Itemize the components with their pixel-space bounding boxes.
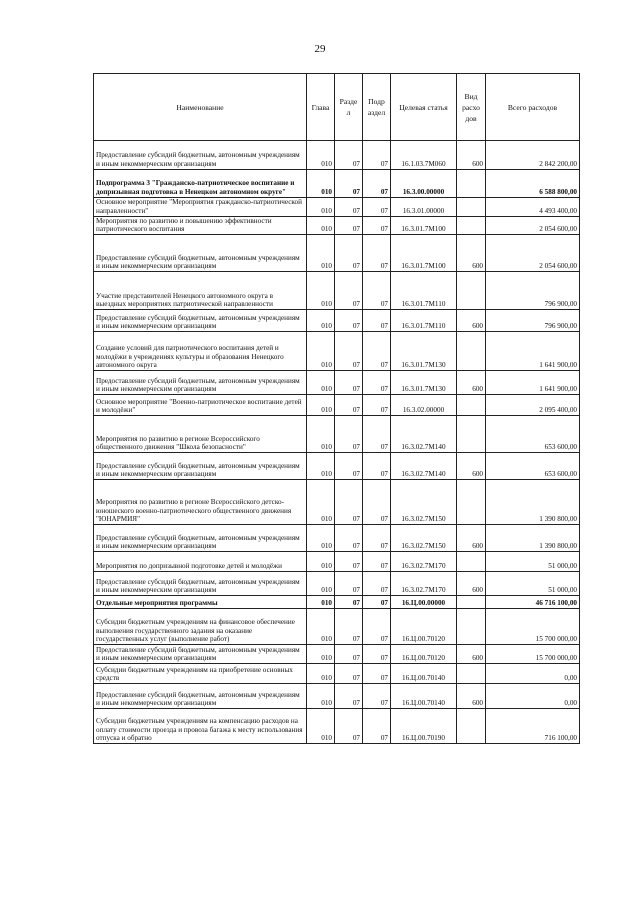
cell-glava: 010 bbox=[307, 609, 335, 645]
table-row bbox=[94, 216, 580, 235]
cell-glava: 010 bbox=[307, 272, 335, 310]
cell-statya: 16.3.02.7М150 bbox=[391, 525, 457, 552]
cell-total: 2 842 200,00 bbox=[486, 141, 580, 170]
cell-statya: 16.3.02.00000 bbox=[391, 395, 457, 416]
cell-vid: 600 bbox=[457, 525, 486, 552]
cell-name: Мероприятия по развитию в регионе Всероссийского детско-юношеского военно-патриотического общественного движения "ЮНАРМИЯ" bbox=[94, 480, 307, 525]
table-row bbox=[94, 525, 580, 552]
cell-name: Предоставление субсидий бюджетным, автономным учреждениям и иным некоммерческим организациям bbox=[94, 141, 307, 170]
table-row bbox=[94, 198, 580, 217]
cell-glava: 010 bbox=[307, 552, 335, 572]
cell-vid: 600 bbox=[457, 572, 486, 596]
table-row bbox=[94, 684, 580, 709]
table-row bbox=[94, 664, 580, 684]
table-row bbox=[94, 170, 580, 198]
table-row bbox=[94, 709, 580, 744]
cell-statya: 16.3.00.00000 bbox=[391, 170, 457, 198]
cell-razdel: 07 bbox=[335, 170, 363, 198]
cell-total: 2 054 600,00 bbox=[486, 235, 580, 272]
cell-statya: 16.Ц.00.70120 bbox=[391, 645, 457, 664]
table-row bbox=[94, 141, 580, 170]
cell-total: 51 000,00 bbox=[486, 552, 580, 572]
cell-podrazdel: 07 bbox=[363, 141, 391, 170]
cell-vid bbox=[457, 272, 486, 310]
cell-vid: 600 bbox=[457, 141, 486, 170]
table-row bbox=[94, 645, 580, 664]
header-statya: Целевая статья bbox=[391, 74, 457, 141]
cell-razdel: 07 bbox=[335, 596, 363, 609]
cell-vid bbox=[457, 552, 486, 572]
cell-total: 51 000,00 bbox=[486, 572, 580, 596]
cell-name: Предоставление субсидий бюджетным, автономным учреждениям и иным некоммерческим организациям bbox=[94, 572, 307, 596]
budget-table bbox=[93, 73, 580, 744]
cell-name: Мероприятия по допризывной подготовке детей и молодёжи bbox=[94, 552, 307, 572]
cell-podrazdel: 07 bbox=[363, 645, 391, 664]
cell-total: 1 641 900,00 bbox=[486, 332, 580, 371]
cell-razdel: 07 bbox=[335, 684, 363, 709]
cell-name: Предоставление субсидий бюджетным, автономным учреждениям и иным некоммерческим организациям bbox=[94, 310, 307, 332]
cell-vid bbox=[457, 170, 486, 198]
cell-vid bbox=[457, 198, 486, 217]
cell-statya: 16.3.02.7М150 bbox=[391, 480, 457, 525]
cell-vid: 600 bbox=[457, 371, 486, 395]
cell-vid: 600 bbox=[457, 645, 486, 664]
cell-statya: 16.3.01.00000 bbox=[391, 198, 457, 217]
cell-vid: 600 bbox=[457, 310, 486, 332]
cell-statya: 16.3.02.7М170 bbox=[391, 572, 457, 596]
cell-statya: 16.3.02.7М170 bbox=[391, 552, 457, 572]
table-row bbox=[94, 235, 580, 272]
cell-podrazdel: 07 bbox=[363, 453, 391, 480]
cell-glava: 010 bbox=[307, 664, 335, 684]
page-number: 29 bbox=[314, 43, 326, 55]
table-row bbox=[94, 552, 580, 572]
cell-vid: 600 bbox=[457, 235, 486, 272]
cell-total: 0,00 bbox=[486, 664, 580, 684]
cell-statya: 16.Ц.00.70140 bbox=[391, 664, 457, 684]
cell-total: 653 600,00 bbox=[486, 453, 580, 480]
cell-vid bbox=[457, 609, 486, 645]
cell-statya: 16.3.02.7М140 bbox=[391, 453, 457, 480]
cell-name: Предоставление субсидий бюджетным, автономным учреждениям и иным некоммерческим организациям bbox=[94, 371, 307, 395]
cell-razdel: 07 bbox=[335, 525, 363, 552]
cell-name: Подпрограмма 3 "Гражданско-патриотическое воспитание и допризывная подготовка в Ненецком автономном округе" bbox=[94, 170, 307, 198]
cell-glava: 010 bbox=[307, 310, 335, 332]
cell-statya: 16.3.01.7М100 bbox=[391, 235, 457, 272]
cell-statya: 16.Ц.00.00000 bbox=[391, 596, 457, 609]
table-row bbox=[94, 395, 580, 416]
cell-vid bbox=[457, 480, 486, 525]
table-row bbox=[94, 480, 580, 525]
cell-total: 2 095 400,00 bbox=[486, 395, 580, 416]
table-row bbox=[94, 572, 580, 596]
cell-name: Предоставление субсидий бюджетным, автономным учреждениям и иным некоммерческим организациям bbox=[94, 453, 307, 480]
cell-glava: 010 bbox=[307, 572, 335, 596]
table-row bbox=[94, 371, 580, 395]
cell-razdel: 07 bbox=[335, 709, 363, 744]
cell-statya: 16.Ц.00.70140 bbox=[391, 684, 457, 709]
cell-total: 1 390 800,00 bbox=[486, 525, 580, 552]
cell-podrazdel: 07 bbox=[363, 310, 391, 332]
cell-razdel: 07 bbox=[335, 216, 363, 235]
header-podrazdel: Подр аздел bbox=[363, 74, 391, 141]
cell-glava: 010 bbox=[307, 525, 335, 552]
cell-glava: 010 bbox=[307, 395, 335, 416]
cell-podrazdel: 07 bbox=[363, 416, 391, 453]
cell-total: 15 700 000,00 bbox=[486, 645, 580, 664]
cell-name: Предоставление субсидий бюджетным, автономным учреждениям и иным некоммерческим организациям bbox=[94, 525, 307, 552]
cell-razdel: 07 bbox=[335, 416, 363, 453]
cell-name: Основное мероприятие "Военно-патриотическое воспитание детей и молодёжи" bbox=[94, 395, 307, 416]
header-razdel: Разде л bbox=[335, 74, 363, 141]
cell-name: Участие представителей Ненецкого автономного округа в выездных мероприятиях патриотической направленности bbox=[94, 272, 307, 310]
cell-statya: 16.3.01.7М110 bbox=[391, 272, 457, 310]
cell-razdel: 07 bbox=[335, 141, 363, 170]
cell-razdel: 07 bbox=[335, 480, 363, 525]
cell-total: 1 390 800,00 bbox=[486, 480, 580, 525]
cell-podrazdel: 07 bbox=[363, 170, 391, 198]
cell-statya: 16.Ц.00.70120 bbox=[391, 609, 457, 645]
cell-podrazdel: 07 bbox=[363, 216, 391, 235]
cell-glava: 010 bbox=[307, 371, 335, 395]
cell-total: 6 588 800,00 bbox=[486, 170, 580, 198]
cell-razdel: 07 bbox=[335, 395, 363, 416]
cell-podrazdel: 07 bbox=[363, 198, 391, 217]
table-row bbox=[94, 332, 580, 371]
cell-glava: 010 bbox=[307, 198, 335, 217]
cell-razdel: 07 bbox=[335, 371, 363, 395]
cell-podrazdel: 07 bbox=[363, 572, 391, 596]
cell-podrazdel: 07 bbox=[363, 664, 391, 684]
cell-podrazdel: 07 bbox=[363, 272, 391, 310]
cell-name: Субсидии бюджетным учреждениям на компенсацию расходов на оплату стоимости проезда и провоза багажа к месту использования отпуска и обратно bbox=[94, 709, 307, 744]
table-row bbox=[94, 609, 580, 645]
cell-razdel: 07 bbox=[335, 609, 363, 645]
cell-name: Предоставление субсидий бюджетным, автономным учреждениям и иным некоммерческим организациям bbox=[94, 645, 307, 664]
cell-total: 716 100,00 bbox=[486, 709, 580, 744]
cell-razdel: 07 bbox=[335, 552, 363, 572]
cell-name: Предоставление субсидий бюджетным, автономным учреждениям и иным некоммерческим организациям bbox=[94, 235, 307, 272]
cell-podrazdel: 07 bbox=[363, 371, 391, 395]
table-row bbox=[94, 416, 580, 453]
cell-name: Отдельные мероприятия программы bbox=[94, 596, 307, 609]
cell-vid bbox=[457, 596, 486, 609]
cell-total: 2 054 600,00 bbox=[486, 216, 580, 235]
cell-glava: 010 bbox=[307, 684, 335, 709]
cell-podrazdel: 07 bbox=[363, 525, 391, 552]
cell-name: Мероприятия по развитию и повышению эффективности патриотического воспитания bbox=[94, 216, 307, 235]
cell-statya: 16.3.01.7М130 bbox=[391, 371, 457, 395]
cell-glava: 010 bbox=[307, 235, 335, 272]
cell-glava: 010 bbox=[307, 141, 335, 170]
cell-razdel: 07 bbox=[335, 453, 363, 480]
cell-vid bbox=[457, 709, 486, 744]
cell-total: 15 700 000,00 bbox=[486, 609, 580, 645]
cell-vid bbox=[457, 332, 486, 371]
cell-total: 0,00 bbox=[486, 684, 580, 709]
cell-total: 1 641 900,00 bbox=[486, 371, 580, 395]
cell-statya: 16.3.02.7М140 bbox=[391, 416, 457, 453]
cell-razdel: 07 bbox=[335, 572, 363, 596]
cell-name: Основное мероприятие "Мероприятия гражданско-патриотической направленности" bbox=[94, 198, 307, 217]
cell-podrazdel: 07 bbox=[363, 609, 391, 645]
table-header-row bbox=[94, 74, 580, 141]
cell-podrazdel: 07 bbox=[363, 684, 391, 709]
cell-glava: 010 bbox=[307, 453, 335, 480]
cell-podrazdel: 07 bbox=[363, 332, 391, 371]
cell-name: Предоставление субсидий бюджетным, автономным учреждениям и иным некоммерческим организациям bbox=[94, 684, 307, 709]
header-vid: Вид расхо дов bbox=[457, 74, 486, 141]
cell-razdel: 07 bbox=[335, 272, 363, 310]
cell-vid bbox=[457, 395, 486, 416]
cell-vid: 600 bbox=[457, 684, 486, 709]
cell-name: Субсидии бюджетным учреждениям на приобретение основных средств bbox=[94, 664, 307, 684]
header-name: Наименование bbox=[94, 74, 307, 141]
cell-podrazdel: 07 bbox=[363, 552, 391, 572]
cell-glava: 010 bbox=[307, 332, 335, 371]
cell-statya: 16.3.01.7М130 bbox=[391, 332, 457, 371]
cell-razdel: 07 bbox=[335, 310, 363, 332]
cell-total: 46 716 100,00 bbox=[486, 596, 580, 609]
table-row bbox=[94, 453, 580, 480]
cell-razdel: 07 bbox=[335, 645, 363, 664]
cell-razdel: 07 bbox=[335, 198, 363, 217]
table-row bbox=[94, 310, 580, 332]
cell-total: 4 493 400,00 bbox=[486, 198, 580, 217]
cell-glava: 010 bbox=[307, 170, 335, 198]
cell-name: Создание условий для патриотического воспитания детей и молодёжи в учреждениях культуры и образования Ненецкого автономного округа bbox=[94, 332, 307, 371]
cell-vid bbox=[457, 664, 486, 684]
cell-statya: 16.3.01.7М100 bbox=[391, 216, 457, 235]
cell-name: Субсидии бюджетным учреждениям на финансовое обеспечение выполнения государственного задания на оказание государственных услуг (выполнение работ) bbox=[94, 609, 307, 645]
cell-total: 796 900,00 bbox=[486, 272, 580, 310]
cell-vid bbox=[457, 216, 486, 235]
cell-statya: 16.Ц.00.70190 bbox=[391, 709, 457, 744]
cell-statya: 16.1.03.7М060 bbox=[391, 141, 457, 170]
header-glava: Глава bbox=[307, 74, 335, 141]
cell-glava: 010 bbox=[307, 480, 335, 525]
cell-vid: 600 bbox=[457, 453, 486, 480]
cell-name: Мероприятия по развитию в регионе Всероссийского общественного движения "Школа безопасности" bbox=[94, 416, 307, 453]
cell-vid bbox=[457, 416, 486, 453]
cell-statya: 16.3.01.7М110 bbox=[391, 310, 457, 332]
header-total: Всего расходов bbox=[486, 74, 580, 141]
cell-razdel: 07 bbox=[335, 235, 363, 272]
cell-razdel: 07 bbox=[335, 664, 363, 684]
cell-total: 653 600,00 bbox=[486, 416, 580, 453]
cell-total: 796 900,00 bbox=[486, 310, 580, 332]
cell-glava: 010 bbox=[307, 216, 335, 235]
cell-razdel: 07 bbox=[335, 332, 363, 371]
table-row bbox=[94, 596, 580, 609]
table-row bbox=[94, 272, 580, 310]
cell-podrazdel: 07 bbox=[363, 596, 391, 609]
cell-podrazdel: 07 bbox=[363, 235, 391, 272]
cell-glava: 010 bbox=[307, 645, 335, 664]
cell-glava: 010 bbox=[307, 416, 335, 453]
cell-podrazdel: 07 bbox=[363, 395, 391, 416]
cell-podrazdel: 07 bbox=[363, 480, 391, 525]
cell-podrazdel: 07 bbox=[363, 709, 391, 744]
cell-glava: 010 bbox=[307, 709, 335, 744]
cell-glava: 010 bbox=[307, 596, 335, 609]
